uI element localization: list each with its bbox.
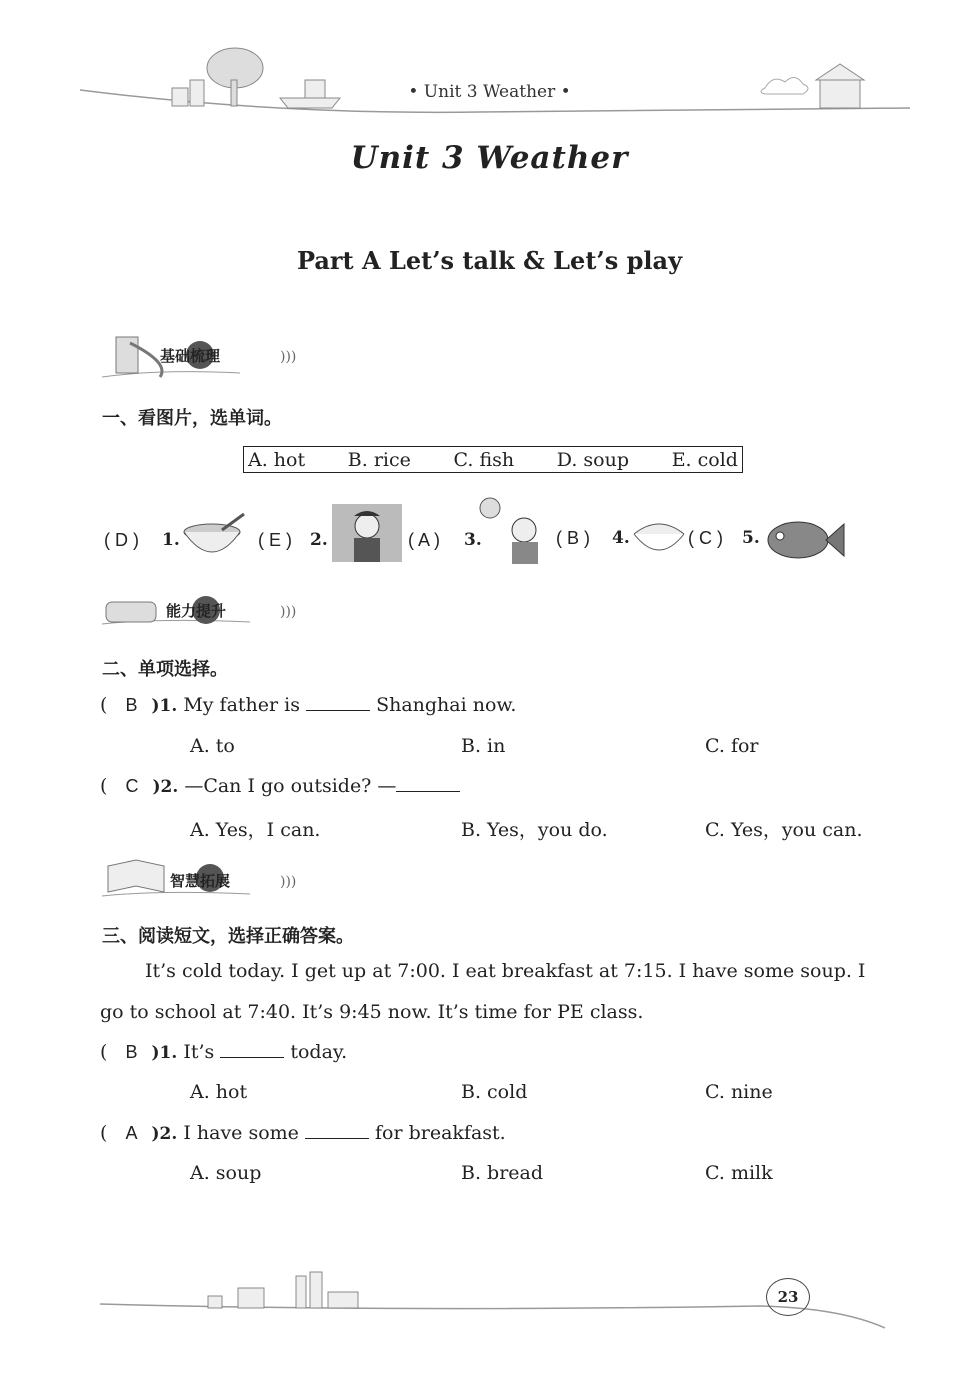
q2-heading: 二、单项选择。: [102, 659, 228, 680]
answer-letter: B: [125, 1042, 138, 1062]
option-a: A. soup: [190, 1162, 262, 1184]
q1-number-1: 1.: [162, 530, 180, 550]
option-a: A. Yes，I can.: [190, 819, 321, 841]
fill-blank: [396, 790, 460, 792]
option-b: B. bread: [461, 1162, 544, 1184]
answer-letter: A: [125, 1123, 138, 1143]
q1-answer-1: ( D ): [104, 530, 139, 550]
svg-text:))): ))): [280, 349, 297, 365]
word-options-box: [243, 446, 743, 473]
q2-item-1: ( B )1. My father is Shanghai now.: [100, 694, 517, 716]
word-option: D. soup: [556, 448, 630, 471]
option-a: A. to: [190, 735, 235, 757]
cold-girl-icon: [332, 504, 402, 562]
q1-answer-4: ( B ): [556, 528, 590, 548]
fish-icon: [764, 512, 846, 566]
section-badge-label: 智慧拓展: [170, 872, 231, 890]
hot-sun-boy-icon: [474, 492, 550, 564]
section-badge-label: 能力提升: [166, 602, 227, 620]
running-header: • Unit 3 Weather •: [408, 82, 571, 102]
q1-answer-5: ( C ): [688, 528, 723, 548]
q1-heading: 一、看图片，选单词。: [102, 408, 282, 429]
q1-number-4: 4.: [612, 528, 630, 548]
q1-number-5: 5.: [742, 528, 760, 548]
option-b: B. in: [461, 735, 506, 757]
passage-line-1: It’s cold today. I get up at 7:00. I eat breakfast at 7:15. I have some soup. I: [145, 960, 866, 982]
part-title: Part A Let’s talk & Let’s play: [296, 246, 683, 275]
option-b: B. cold: [461, 1081, 528, 1103]
answer-letter: B: [125, 695, 138, 715]
header-decoration: [80, 40, 910, 120]
q1-number-3: 3.: [464, 530, 482, 550]
option-c: C. Yes，you can.: [705, 819, 863, 841]
section-badge-wisdom: [100, 856, 300, 904]
option-c: C. for: [705, 735, 759, 757]
soup-bowl-icon: [182, 508, 252, 564]
option-b: B. Yes，you do.: [461, 819, 608, 841]
svg-text:))): ))): [280, 874, 297, 890]
unit-title: Unit 3 Weather: [350, 140, 629, 176]
q3-item-1: ( B )1. It’s today.: [100, 1041, 348, 1063]
word-option: B. rice: [347, 448, 411, 471]
option-c: C. nine: [705, 1081, 773, 1103]
word-option: A. hot: [248, 448, 306, 471]
svg-text:))): ))): [280, 604, 297, 620]
word-option: E. cold: [671, 448, 738, 471]
q1-answer-3: ( A ): [408, 530, 441, 550]
q3-item-2: ( A )2. I have some for breakfast.: [100, 1122, 506, 1144]
fill-blank: [305, 1137, 369, 1139]
section-badge-basics: [100, 333, 300, 383]
section-badge-label: 基础梳理: [160, 347, 221, 365]
page-number: 23: [766, 1278, 810, 1316]
passage-line-2: go to school at 7:40. It’s 9:45 now. It’s time for PE class.: [100, 1001, 644, 1023]
fill-blank: [220, 1056, 284, 1058]
word-option: C. fish: [453, 448, 515, 471]
option-c: C. milk: [705, 1162, 773, 1184]
q3-heading: 三、阅读短文，选择正确答案。: [102, 926, 354, 947]
city-skyline-icon: [208, 1272, 358, 1308]
section-badge-ability: [100, 588, 300, 634]
answer-letter: C: [125, 776, 139, 796]
q1-answer-2: ( E ): [258, 530, 292, 550]
option-a: A. hot: [190, 1081, 248, 1103]
q1-number-2: 2.: [310, 530, 328, 550]
fill-blank: [306, 709, 370, 711]
rice-bowl-icon: [630, 514, 688, 560]
q2-item-2: ( C )2. —Can I go outside? —: [100, 775, 460, 797]
